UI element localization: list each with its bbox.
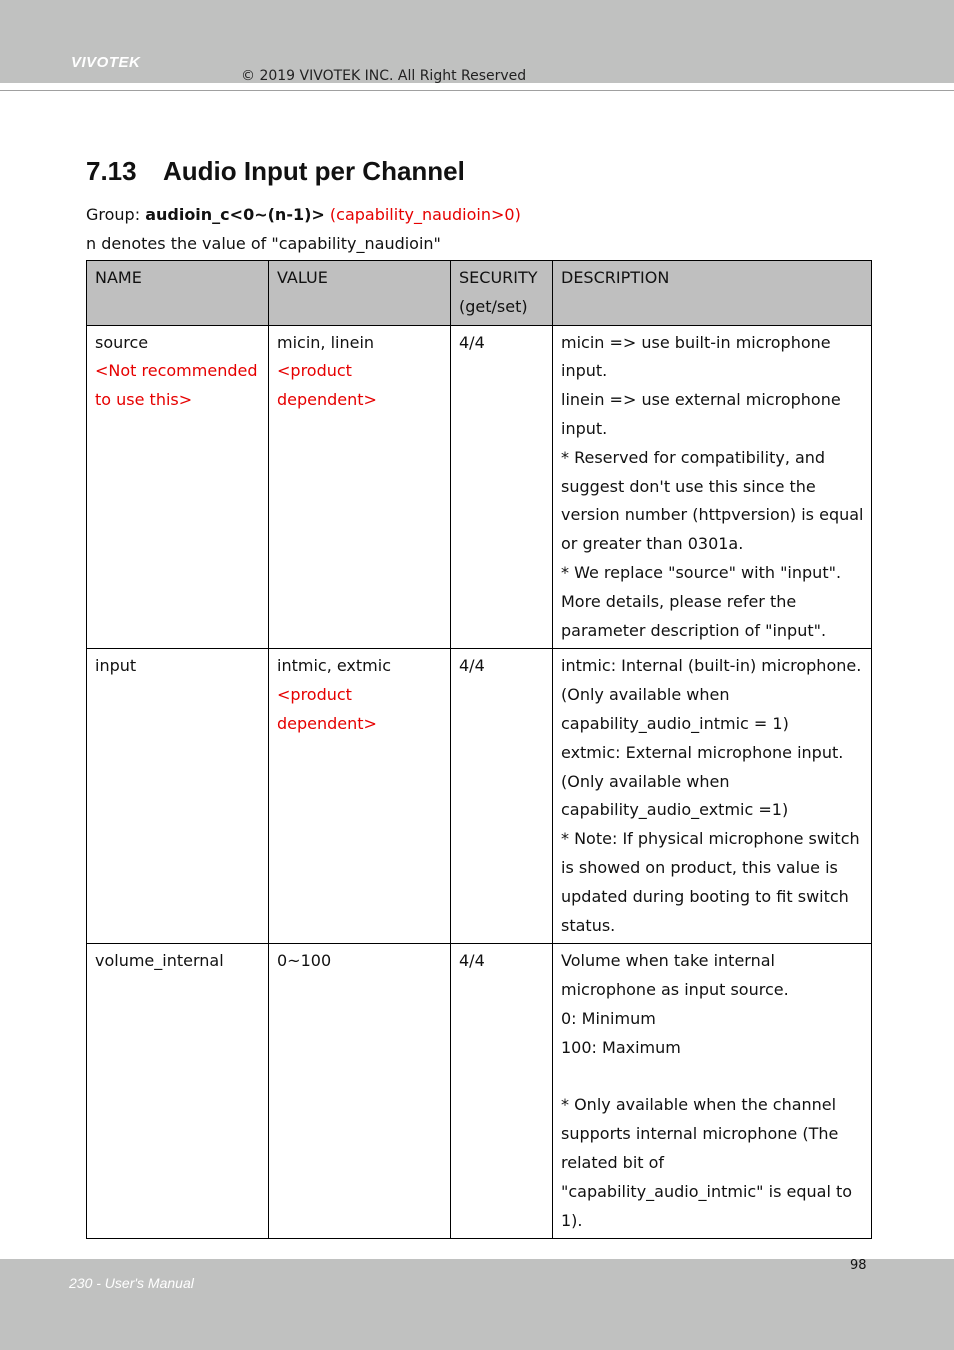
cell-security: 4/4 bbox=[451, 649, 553, 944]
description-line: input. bbox=[561, 361, 608, 381]
cell-value bbox=[269, 649, 451, 944]
description-line: input. bbox=[561, 418, 608, 438]
param-value-note: <product bbox=[277, 361, 352, 381]
param-value-note: dependent> bbox=[277, 390, 377, 410]
description-line: version number (httpversion) is equal bbox=[561, 505, 864, 525]
description-line: * Note: If physical microphone switch bbox=[561, 829, 860, 849]
param-value: 0~100 bbox=[277, 951, 332, 971]
table-row bbox=[87, 649, 872, 944]
cell-name bbox=[87, 325, 269, 649]
cell-value bbox=[269, 325, 451, 649]
table-row bbox=[87, 325, 872, 649]
manual-page-label: 230 - User's Manual bbox=[69, 1275, 194, 1291]
description-line: (Only available when bbox=[561, 685, 730, 705]
page-number: 98 bbox=[850, 1258, 867, 1273]
param-value: micin, linein bbox=[277, 332, 375, 352]
section-heading bbox=[86, 156, 465, 187]
group-condition: (capability_naudioin>0) bbox=[324, 205, 521, 224]
description-line: micin => use built-in microphone bbox=[561, 332, 831, 352]
description-line: supports internal microphone (The bbox=[561, 1124, 839, 1144]
group-name: audioin_c<0~(n-1)> bbox=[145, 205, 325, 224]
description-line: 100: Maximum bbox=[561, 1037, 681, 1057]
header-security-line1: SECURITY bbox=[459, 268, 538, 287]
description-line: 0: Minimum bbox=[561, 1008, 656, 1028]
cell-description bbox=[553, 325, 872, 649]
param-name-note: <Not recommended bbox=[95, 361, 258, 381]
param-name: input bbox=[95, 656, 137, 676]
header-description: DESCRIPTION bbox=[553, 261, 872, 326]
cell-name bbox=[87, 944, 269, 1239]
cell-security: 4/4 bbox=[451, 944, 553, 1239]
cell-name bbox=[87, 649, 269, 944]
param-value-note: <product bbox=[277, 685, 352, 705]
description-line: (Only available when bbox=[561, 771, 730, 791]
page-footer-band bbox=[0, 1259, 954, 1350]
brand-logo-text: VIVOTEK bbox=[71, 54, 141, 71]
cell-description bbox=[553, 649, 872, 944]
group-prefix: Group: bbox=[86, 205, 146, 224]
description-line: status. bbox=[561, 915, 616, 935]
description-line: is showed on product, this value is bbox=[561, 857, 838, 877]
description-line: "capability_audio_intmic" is equal to bbox=[561, 1181, 853, 1201]
cell-value bbox=[269, 944, 451, 1239]
description-line: intmic: Internal (built-in) microphone. bbox=[561, 656, 862, 676]
section-number: 7.13 bbox=[86, 156, 137, 186]
header-security bbox=[451, 261, 553, 326]
param-name: source bbox=[95, 332, 149, 352]
description-line: or greater than 0301a. bbox=[561, 534, 744, 554]
parameter-table bbox=[86, 260, 872, 1239]
description-line: linein => use external microphone bbox=[561, 390, 841, 410]
copyright-text: © 2019 VIVOTEK INC. All Right Reserved bbox=[241, 68, 527, 84]
table-row bbox=[87, 944, 872, 1239]
description-line: suggest don't use this since the bbox=[561, 476, 816, 496]
description-line: extmic: External microphone input. bbox=[561, 742, 844, 762]
description-line: microphone as input source. bbox=[561, 980, 789, 1000]
description-line: 1). bbox=[561, 1210, 583, 1230]
header-security-line2: (get/set) bbox=[459, 296, 528, 316]
param-name: volume_internal bbox=[95, 951, 224, 971]
description-line: * Only available when the channel bbox=[561, 1095, 837, 1115]
description-line: capability_audio_intmic = 1) bbox=[561, 713, 789, 733]
table-header-row bbox=[87, 261, 872, 326]
group-line bbox=[86, 205, 521, 224]
description-line: parameter description of "input". bbox=[561, 620, 827, 640]
header-value: VALUE bbox=[269, 261, 451, 326]
description-blank-line bbox=[561, 1063, 865, 1092]
description-line: * We replace "source" with "input". bbox=[561, 562, 842, 582]
description-line: related bit of bbox=[561, 1152, 665, 1172]
description-line: capability_audio_extmic =1) bbox=[561, 800, 789, 820]
description-line: updated during booting to fit switch bbox=[561, 886, 849, 906]
description-line: * Reserved for compatibility, and bbox=[561, 447, 826, 467]
cell-security: 4/4 bbox=[451, 325, 553, 649]
param-value: intmic, extmic bbox=[277, 656, 391, 676]
param-value-note: dependent> bbox=[277, 713, 377, 733]
group-note: n denotes the value of "capability_naudioin" bbox=[86, 234, 441, 253]
section-title: Audio Input per Channel bbox=[163, 156, 465, 186]
cell-description bbox=[553, 944, 872, 1239]
header-divider bbox=[0, 90, 954, 91]
header-name: NAME bbox=[87, 261, 269, 326]
description-line: Volume when take internal bbox=[561, 951, 775, 971]
param-name-note: to use this> bbox=[95, 390, 193, 410]
description-line: More details, please refer the bbox=[561, 591, 797, 611]
